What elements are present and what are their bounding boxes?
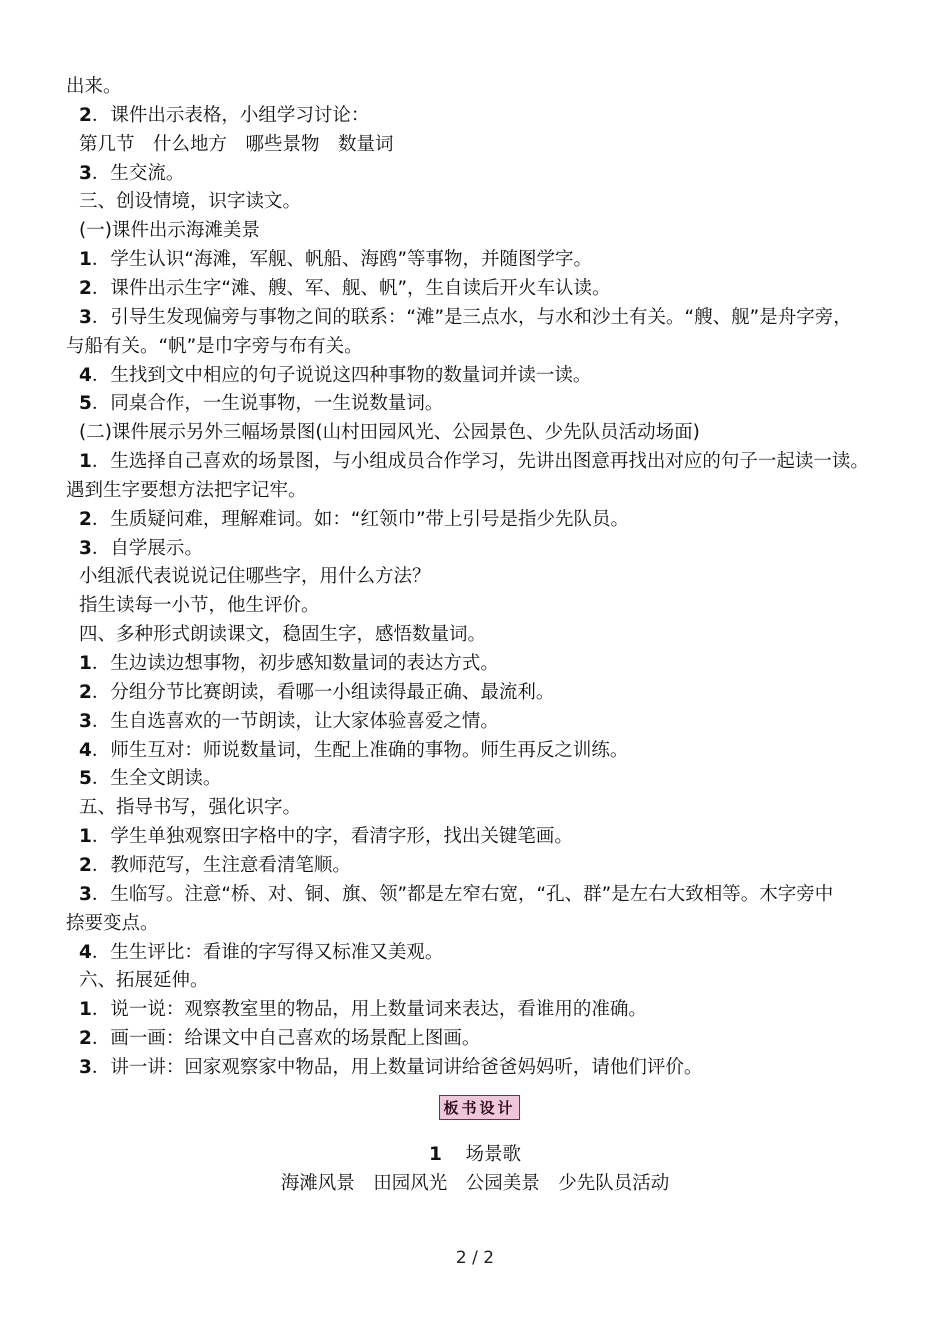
- item-number: 2: [79, 104, 92, 126]
- line-text: ．引导生发现偏旁与事物之间的联系：“滩”是三点水，与水和沙土有关。“艘、舰”是舟字旁，: [91, 306, 852, 328]
- line-text: ．自学展示。: [91, 537, 203, 559]
- line-text: (二)课件展示另外三幅场景图(山村田园风光、公园景色、少先队员活动场面): [79, 422, 700, 444]
- line-text: ．学生单独观察田字格中的字，看清字形，找出关键笔画。: [91, 826, 573, 848]
- line-text: ．生找到文中相应的句子说说这四种事物的数量词并读一读。: [91, 364, 592, 386]
- item-number: 1: [79, 451, 92, 473]
- line-text: 捺要变点。: [66, 912, 159, 934]
- item-number: 1: [79, 249, 92, 271]
- item-number: 5: [79, 768, 92, 790]
- text-line: [79, 822, 904, 851]
- item-number: 3: [79, 710, 92, 732]
- line-text: ．生选择自己喜欢的场景图，与小组成员合作学习，先讲出图意再找出对应的句子一起读一读。: [91, 451, 869, 473]
- item-number: 4: [79, 364, 92, 386]
- line-text: ．师生互对：师说数量词，生配上准确的事物。师生再反之训练。: [91, 739, 629, 761]
- text-line: [79, 707, 904, 736]
- line-text: ．生交流。: [91, 162, 185, 184]
- text-line: [79, 389, 904, 418]
- item-number: 2: [79, 854, 92, 876]
- line-text: ．生全文朗读。: [91, 768, 222, 790]
- text-line: [79, 678, 904, 707]
- text-line: [79, 736, 904, 765]
- text-line: [79, 880, 904, 909]
- line-text: ．讲一讲：回家观察家中物品，用上数量词讲给爸爸妈妈听，请他们评价。: [91, 1056, 703, 1078]
- item-number: 4: [79, 739, 92, 761]
- text-line: [79, 418, 904, 447]
- text-line: [79, 1053, 904, 1082]
- line-text: ．生临写。注意“桥、对、铜、旗、领”都是左窄右宽，“孔、群”是左右大致相等。木字旁中: [91, 883, 834, 905]
- line-text: ．生自选喜欢的一节朗读，让大家体验喜爱之情。: [91, 710, 499, 732]
- text-line: [66, 332, 891, 361]
- line-text: 四、多种形式朗读课文，稳固生字，感悟数量词。: [79, 624, 487, 646]
- line-text: 与船有关。“帆”是巾字旁与布有关。: [66, 335, 363, 357]
- line-text: ．说一说：观察教室里的物品，用上数量词来表达，看谁用的准确。: [91, 999, 647, 1021]
- line-text: ．生质疑问难，理解难词。如：“红领巾”带上引号是指少先队员。: [91, 508, 630, 530]
- line-text: ．生边读边想事物，初步感知数量词的表达方式。: [91, 653, 499, 674]
- text-line: [66, 476, 891, 505]
- line-text: ．分组分节比赛朗读，看哪一小组读得最正确、最流利。: [91, 681, 555, 703]
- board-design-badge: [439, 1095, 520, 1120]
- line-text: 六、拓展延伸。: [79, 970, 209, 992]
- item-number: 2: [79, 1028, 92, 1050]
- item-number: 3: [79, 537, 92, 559]
- text-line: [66, 72, 891, 101]
- item-number: 1: [79, 653, 92, 674]
- board-title: [0, 1140, 950, 1169]
- text-line: [79, 562, 904, 591]
- item-number: 3: [79, 306, 92, 328]
- item-number: 3: [79, 1056, 92, 1078]
- item-number: 5: [79, 393, 92, 415]
- line-text: ．画一画：给课文中自己喜欢的场景配上图画。: [91, 1028, 481, 1050]
- item-number: 2: [79, 508, 92, 530]
- text-line: [79, 851, 904, 880]
- line-text: 三、创设情境，识字读文。: [79, 191, 302, 213]
- item-number: 4: [79, 941, 92, 963]
- text-line: [79, 159, 904, 188]
- item-number: 3: [79, 162, 92, 184]
- line-text: 五、指导书写，强化识字。: [79, 797, 302, 819]
- text-line: [79, 447, 904, 476]
- line-text: 遇到生字要想方法把字记牢。: [66, 479, 307, 501]
- item-number: 1: [79, 826, 92, 848]
- board-title-number: 1: [429, 1144, 442, 1165]
- text-line: [79, 620, 904, 649]
- text-line: [79, 245, 904, 274]
- text-line: [79, 534, 904, 563]
- text-line: [79, 274, 904, 303]
- text-line: [79, 764, 904, 793]
- text-line: [79, 1024, 904, 1053]
- text-line: [79, 995, 904, 1024]
- text-line: [79, 187, 904, 216]
- board-subtitle: 海滩风景 田园风光 公园美景 少先队员活动: [280, 1173, 670, 1194]
- text-line: [79, 966, 904, 995]
- text-line: [79, 793, 904, 822]
- text-line: [79, 303, 904, 332]
- text-line: [79, 938, 904, 967]
- item-number: 2: [79, 277, 92, 299]
- text-line: [79, 361, 904, 390]
- item-number: 2: [79, 681, 92, 703]
- line-text: ．生生评比：看谁的字写得又标准又美观。: [91, 941, 444, 963]
- text-line: [79, 649, 904, 678]
- line-text: 指生读每一小节，他生评价。: [79, 595, 320, 617]
- text-line: [79, 130, 904, 159]
- text-line: [79, 101, 904, 130]
- text-line: [79, 216, 904, 245]
- text-line: [79, 591, 904, 620]
- board-title-text: 场景歌: [465, 1144, 521, 1165]
- line-text: ．课件出示生字“滩、艘、军、舰、帆”，生自读后开火车认读。: [91, 277, 611, 299]
- board-design-label: 板书设计: [443, 1099, 516, 1117]
- line-text: ．同桌合作，一生说事物，一生说数量词。: [91, 393, 444, 415]
- line-text: 出来。: [66, 76, 122, 97]
- line-text: ．学生认识“海滩，军舰、帆船、海鸥”等事物，并随图学字。: [91, 249, 593, 271]
- page-number: 2 / 2: [455, 1248, 495, 1268]
- item-number: 1: [79, 999, 92, 1021]
- item-number: 3: [79, 883, 92, 905]
- line-text: 小组派代表说说记住哪些字，用什么方法？: [79, 566, 431, 588]
- line-text: 第几节 什么地方 哪些景物 数量词: [79, 133, 394, 155]
- line-text: ．教师范写，生注意看清笔顺。: [91, 854, 351, 876]
- line-text: ．课件出示表格，小组学习讨论：: [91, 104, 370, 126]
- line-text: (一)课件出示海滩美景: [79, 220, 260, 242]
- text-line: [79, 505, 904, 534]
- text-line: [66, 909, 891, 938]
